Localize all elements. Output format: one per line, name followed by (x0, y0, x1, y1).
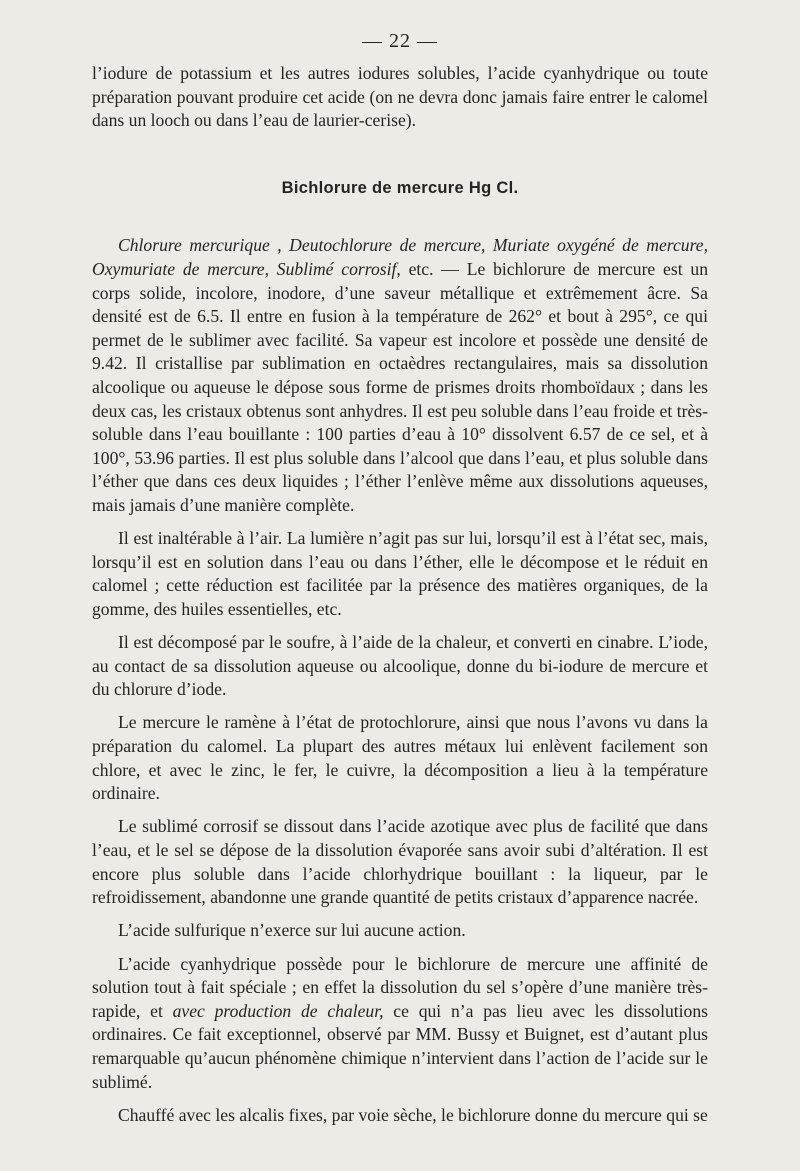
body-text (92, 62, 708, 1137)
synonyms-italic: Chlorure mercurique , Deutochlorure de mercure, Muriate oxygéné de mercure, Oxymuriate de mercure, Sublimé corrosif, (92, 235, 708, 279)
paragraph-continued: l’iodure de potassium et les autres iodures solubles, l’acide cyanhydrique ou toute préparation pouvant produire cet acide (on ne devra donc jamais faire entrer le calomel dans un looch ou dans l’eau de laurier-cerise). (92, 63, 708, 131)
page-number: — 22 — (362, 30, 438, 52)
cyanhydric-italic: avec production de chaleur, (172, 1000, 384, 1021)
paragraph-synonyms (92, 234, 708, 517)
paragraph-sulfur-iodine: Il est décomposé par le soufre, à l’aide de la chaleur, et converti en cinabre. L’iode, au contact de sa dissolution aqueuse ou alcoolique, donne du bi-iodure de mercure et du chlorure d’iode. (92, 632, 708, 700)
synonyms-description: etc. — Le bichlorure de mercure est un corps solide, incolore, inodore, d’une saveur métallique et extrêmement âcre. Sa densité est de 6.5. Il entre en fusion à la température de 262° et bout à 295°, ce qui permet de le sublimer avec facilité. Sa vapeur est incolore et possède une densité de 9.42. Il cristallise par sublimation en octaèdres rectangulaires, mais sa dissolution alcoolique ou aqueuse le dépose sous forme de prismes droits rhomboïdaux ; dans les deux cas, les cristaux obtenus sont anhydres. Il est peu soluble dans l’eau froide et très-soluble dans l’eau bouillante : 100 parties d’eau à 10° dissolvent 6.57 de ce sel, et à 100°, 53.96 parties. Il est plus soluble dans l’alcool que dans l’eau, et plus soluble dans l’éther que dans ces deux liquides ; l’éther l’enlève même aux dissolutions aqueuses, mais jamais d’une manière complète. (92, 258, 708, 515)
cyanhydric-text-2: ce qui n’a pas lieu avec les dissolutions ordinaires. Ce fait exceptionnel, observé par MM. Bussy et Buignet, est d’autant plus remarquable qu’aucun phénomène chimique n’intervient dans l’action de l’acide sur le sublimé. (92, 1000, 708, 1092)
paragraph-alkalis: Chauffé avec les alcalis fixes, par voie sèche, le bichlorure donne du mercure qui se (118, 1104, 708, 1125)
section-heading: Bichlorure de mercure Hg Cl. (281, 178, 519, 197)
paragraph-acids: Le sublimé corrosif se dissout dans l’acide azotique avec plus de facilité que dans l’eau, et le sel se dépose de la dissolution évaporée sans avoir subi d’altération. Il est encore plus soluble dans l’acide chlorhydrique bouillant : la liqueur, par le refroidissement, abandonne une grande quantité de petits cristaux d’apparence nacrée. (92, 816, 708, 908)
paragraph-sulfuric: L’acide sulfurique n’exerce sur lui aucune action. (118, 920, 466, 941)
paragraph-cyanhydric (92, 953, 708, 1095)
paragraph-metals: Le mercure le ramène à l’état de protochlorure, ainsi que nous l’avons vu dans la préparation du calomel. La plupart des autres métaux lui enlèvent facilement son chlore, et avec le zinc, le fer, le cuivre, la décomposition a lieu à la température ordinaire. (92, 712, 708, 804)
cyanhydric-text-1: L’acide cyanhydrique possède pour le bichlorure de mercure une affinité de solution tout à fait spéciale ; en effet la dissolution du sel s’opère d’une manière très-rapide, et (92, 953, 708, 1021)
paragraph-air-light: Il est inaltérable à l’air. La lumière n’agit pas sur lui, lorsqu’il est à l’état sec, mais, lorsqu’il est en solution dans l’eau ou dans l’éther, elle le décompose et le réduit en calomel ; cette réduction est facilitée par la présence des matières organiques, de la gomme, des huiles essentielles, etc. (92, 528, 708, 619)
